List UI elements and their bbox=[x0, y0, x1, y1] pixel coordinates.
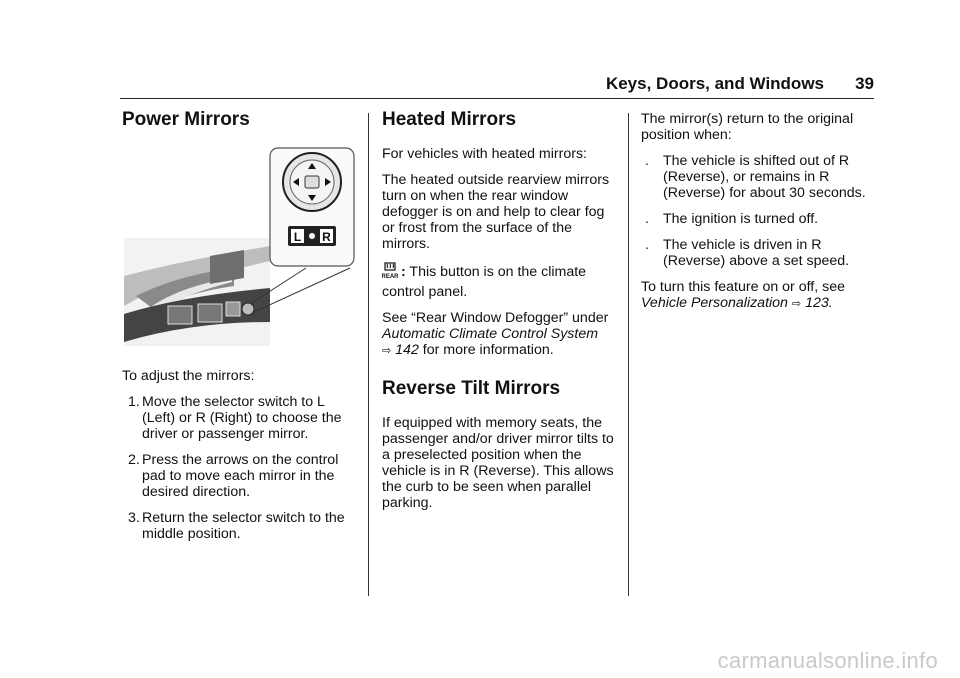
heading-power-mirrors: Power Mirrors bbox=[122, 109, 250, 130]
neutral-dot-icon bbox=[309, 233, 315, 239]
heated-description: The heated outside rearview mirrors turn on when the rear window defogger is on and help to clear fog or frost from the surface of the mirrors. bbox=[382, 172, 610, 252]
page-ref-arrow-icon: ⇨ bbox=[382, 345, 392, 357]
list-item: . The vehicle is shifted out of R (Reverse), or remains in R (Reverse) for about 30 seconds. bbox=[645, 153, 866, 201]
heading-heated-mirrors: Heated Mirrors bbox=[382, 109, 517, 130]
step-text: Return the selector switch to the middle position. bbox=[142, 510, 345, 542]
return-conditions bbox=[641, 153, 871, 269]
bullet: . bbox=[645, 237, 649, 253]
adjust-intro: To adjust the mirrors: bbox=[122, 368, 255, 384]
list-item: . The ignition is turned off. bbox=[645, 211, 819, 227]
adjust-steps bbox=[122, 394, 357, 542]
reverse-tilt-description: If equipped with memory seats, the passenger and/or driver mirror tilts to a preselected position when the vehicle is in R (Reverse). This allows the curb to be seen when parallel parking. bbox=[382, 415, 614, 511]
defogger-note-text: This button is on the climate control panel. bbox=[382, 264, 587, 300]
column-heated-mirrors bbox=[382, 108, 614, 521]
mirror-control-illustration bbox=[122, 146, 357, 356]
right-button-label: R bbox=[322, 230, 331, 244]
reference-prefix: To turn this feature on or off, see bbox=[641, 279, 845, 295]
defogger-reference bbox=[382, 310, 614, 359]
return-intro: The mirror(s) return to the original position when: bbox=[641, 111, 854, 143]
window-switch-1 bbox=[168, 306, 192, 324]
heading-reverse-tilt: Reverse Tilt Mirrors bbox=[382, 378, 561, 399]
mirror-pad-small bbox=[242, 303, 254, 315]
section-title: Keys, Doors, and Windows bbox=[605, 74, 824, 93]
bullet: . bbox=[645, 153, 649, 169]
door-panel-figure bbox=[122, 146, 357, 356]
step-text: Press the arrows on the control pad to move each mirror in the desired direction. bbox=[142, 452, 339, 500]
mirror-symbol-icon bbox=[305, 176, 319, 188]
page-number: 39 bbox=[855, 74, 874, 93]
lock-switch-panel bbox=[210, 250, 244, 284]
window-switch-2 bbox=[198, 304, 222, 322]
page-ref-142[interactable]: 142 bbox=[395, 342, 419, 358]
column-power-mirrors bbox=[122, 108, 357, 552]
step-text: Move the selector switch to L (Left) or R (Right) to choose the driver or passenger mirror. bbox=[142, 394, 342, 442]
defogger-button-note: REAR : This button is on the climate control panel. bbox=[382, 264, 587, 300]
step-number: 2. bbox=[128, 452, 140, 468]
step-item bbox=[122, 452, 357, 500]
column-divider-2 bbox=[628, 113, 629, 596]
svg-text:REAR: REAR bbox=[382, 274, 398, 280]
reference-suffix: for more information. bbox=[422, 342, 554, 358]
climate-control-link[interactable]: Automatic Climate Control System bbox=[382, 326, 599, 342]
heated-applicability: For vehicles with heated mirrors: bbox=[382, 146, 587, 162]
column-divider-1 bbox=[368, 113, 369, 596]
step-number: 1. bbox=[128, 394, 140, 410]
reference-prefix: See “Rear Window Defogger” under bbox=[382, 310, 609, 326]
page-ref-arrow-icon: ⇨ bbox=[791, 298, 802, 310]
personalization-reference bbox=[641, 279, 871, 312]
step-item bbox=[122, 510, 357, 542]
bullet: . bbox=[645, 211, 649, 227]
page-ref-123[interactable]: 123. bbox=[805, 295, 833, 311]
rear-defogger-icon bbox=[382, 262, 398, 284]
mirror-selector-small bbox=[226, 302, 240, 316]
step-item bbox=[122, 394, 357, 442]
step-number: 3. bbox=[128, 510, 140, 526]
vehicle-personalization-link[interactable]: Vehicle Personalization bbox=[641, 295, 788, 311]
list-item: . The vehicle is driven in R (Reverse) above a set speed. bbox=[645, 237, 850, 269]
column-reverse-tilt-continued bbox=[641, 108, 871, 322]
left-button-label: L bbox=[293, 230, 302, 244]
page-header bbox=[120, 72, 874, 99]
watermark: carmanualsonline.info bbox=[717, 648, 938, 673]
